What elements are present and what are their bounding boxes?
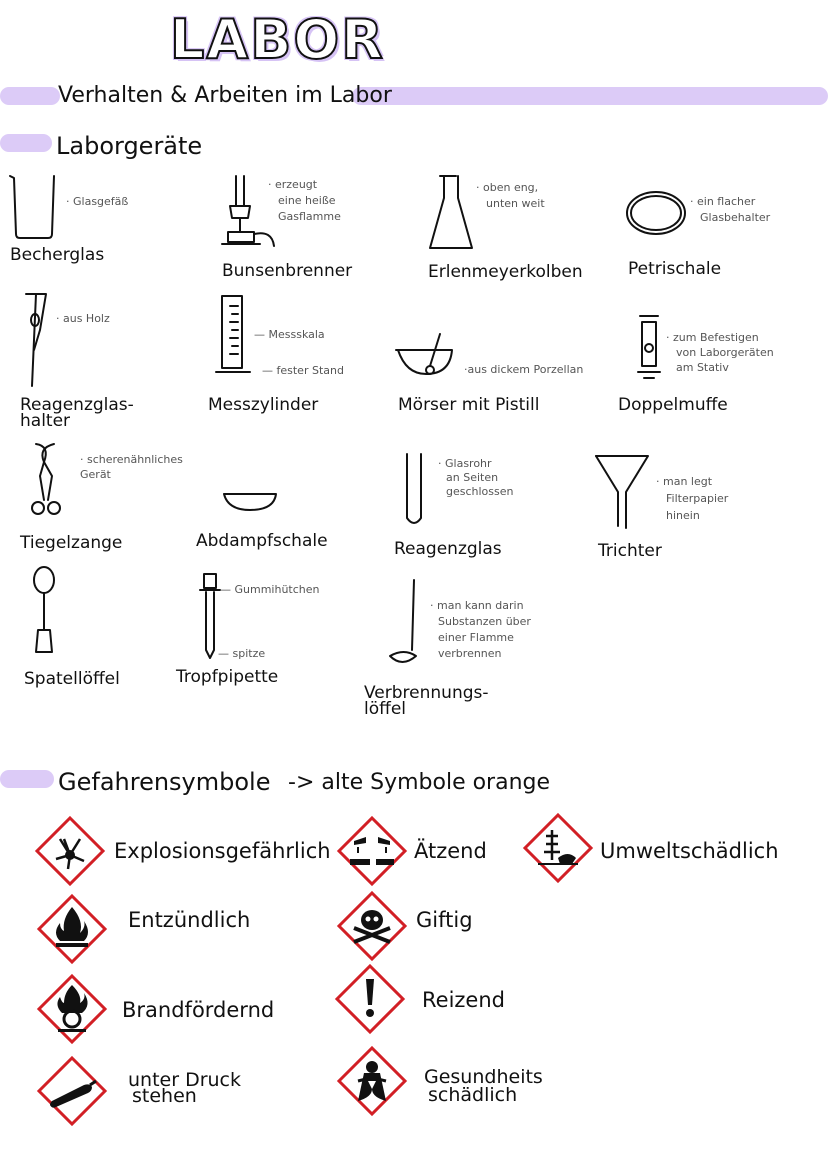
headline-band-left — [0, 87, 60, 105]
note-bunsenbrenner-2: eine heiße — [278, 194, 336, 207]
explosion-icon — [34, 815, 106, 887]
spatula-spoon-icon — [30, 564, 60, 660]
label-schaedlich: schädlich — [428, 1084, 518, 1106]
label-brandfoerdernd: Brandfördernd — [122, 998, 275, 1022]
note-petrischale-1: · ein flacher — [690, 195, 756, 208]
combustion-spoon-icon — [386, 576, 434, 672]
note-tiegelzange-1: · scherenähnliches — [80, 453, 183, 466]
label-reagenzglashalter-2: halter — [20, 411, 71, 431]
label-verbrennungsloeffel-2: löffel — [364, 699, 407, 719]
note-reagenzglas-2: an Seiten — [446, 471, 499, 484]
note-trichter-2: Filterpapier — [666, 492, 729, 505]
note-messzylinder-1: — Messskala — [254, 328, 325, 341]
note-verbrennungsloeffel-4: verbrennen — [438, 647, 502, 660]
note-tiegelzange-2: Gerät — [80, 468, 111, 481]
crucible-tongs-icon — [26, 440, 76, 520]
note-messzylinder-2: — fester Stand — [262, 364, 344, 377]
label-entzuendlich: Entzündlich — [128, 908, 251, 932]
label-tropfpipette: Tropfpipette — [176, 667, 279, 687]
flame-over-circle-icon — [36, 973, 108, 1045]
label-aetzend: Ätzend — [414, 839, 487, 863]
health-hazard-icon — [336, 1045, 408, 1117]
flame-icon — [36, 893, 108, 965]
label-petrischale: Petrischale — [628, 259, 722, 279]
double-clamp-icon — [632, 312, 668, 384]
label-reagenzglas: Reagenzglas — [394, 539, 502, 559]
hazards-note: -> alte Symbole orange — [288, 770, 551, 795]
note-erlenmeyer-2: unten weit — [486, 197, 545, 210]
note-doppelmuffe-1: · zum Befestigen — [666, 331, 759, 344]
section-band-hazards — [0, 770, 54, 788]
test-tube-icon — [402, 450, 426, 530]
label-reagenzglashalter-1: Reagenzglas- — [20, 395, 134, 415]
headline-band-right — [352, 87, 828, 105]
label-moerser: Mörser mit Pistill — [398, 395, 540, 415]
label-trichter: Trichter — [598, 541, 662, 561]
note-verbrennungsloeffel-2: Substanzen über — [438, 615, 531, 628]
label-verbrennungsloeffel-1: Verbrennungs- — [364, 683, 489, 703]
note-erlenmeyer-1: · oben eng, — [476, 181, 539, 194]
note-doppelmuffe-2: von Laborgeräten — [676, 346, 774, 359]
label-gesundheits: Gesundheits — [424, 1066, 543, 1088]
note-verbrennungsloeffel-3: einer Flamme — [438, 631, 514, 644]
note-tropfpipette-1: — Gummihütchen — [220, 583, 320, 596]
exclamation-icon — [334, 963, 406, 1035]
section-title-equipment: Laborgeräte — [56, 132, 203, 160]
label-spatelloeffel: Spatellöffel — [24, 669, 120, 689]
headline: Verhalten & Arbeiten im Labor — [58, 83, 392, 108]
beaker-icon — [8, 172, 58, 242]
note-reagenzglas-1: · Glasrohr — [438, 457, 492, 470]
note-moerser: ·aus dickem Porzellan — [464, 363, 584, 376]
test-tube-holder-icon — [20, 290, 60, 394]
note-petrischale-2: Glasbehalter — [700, 211, 771, 224]
label-explosionsgefaehrlich: Explosionsgefährlich — [114, 839, 331, 863]
skull-icon — [336, 890, 408, 962]
note-bunsenbrenner-1: · erzeugt — [268, 178, 318, 191]
label-reizend: Reizend — [422, 988, 505, 1012]
page-title: LABOR — [170, 8, 385, 71]
gas-cylinder-icon — [36, 1055, 108, 1127]
corrosion-icon — [336, 815, 408, 887]
label-umweltschaedlich: Umweltschädlich — [600, 839, 779, 863]
note-reagenzglashalter: · aus Holz — [56, 312, 110, 325]
label-abdampfschale: Abdampfschale — [196, 531, 328, 551]
label-messzylinder: Messzylinder — [208, 395, 319, 415]
note-reagenzglas-3: geschlossen — [446, 485, 514, 498]
label-bunsenbrenner: Bunsenbrenner — [222, 261, 353, 281]
label-giftig: Giftig — [416, 908, 473, 932]
funnel-icon — [592, 452, 654, 532]
evaporating-dish-icon — [222, 490, 280, 514]
mortar-pestle-icon — [392, 328, 468, 380]
note-bunsenbrenner-3: Gasflamme — [278, 210, 341, 223]
note-trichter-3: hinein — [666, 509, 700, 522]
label-stehen: stehen — [132, 1085, 197, 1107]
label-unter-druck: unter Druck — [128, 1069, 242, 1091]
environment-icon — [522, 812, 594, 884]
label-doppelmuffe: Doppelmuffe — [618, 395, 728, 415]
label-becherglas: Becherglas — [10, 245, 105, 265]
note-trichter-1: · man legt — [656, 475, 713, 488]
petri-dish-icon — [624, 188, 690, 240]
note-tropfpipette-2: — spitze — [218, 647, 266, 660]
note-becherglas: · Glasgefäß — [66, 195, 129, 208]
note-verbrennungsloeffel-1: · man kann darin — [430, 599, 524, 612]
label-erlenmeyerkolben: Erlenmeyerkolben — [428, 262, 583, 282]
section-band-equipment — [0, 134, 52, 152]
erlenmeyer-flask-icon — [426, 172, 478, 254]
section-title-hazards: Gefahrensymbole — [58, 768, 271, 796]
label-tiegelzange: Tiegelzange — [20, 533, 123, 553]
note-doppelmuffe-3: am Stativ — [676, 361, 729, 374]
